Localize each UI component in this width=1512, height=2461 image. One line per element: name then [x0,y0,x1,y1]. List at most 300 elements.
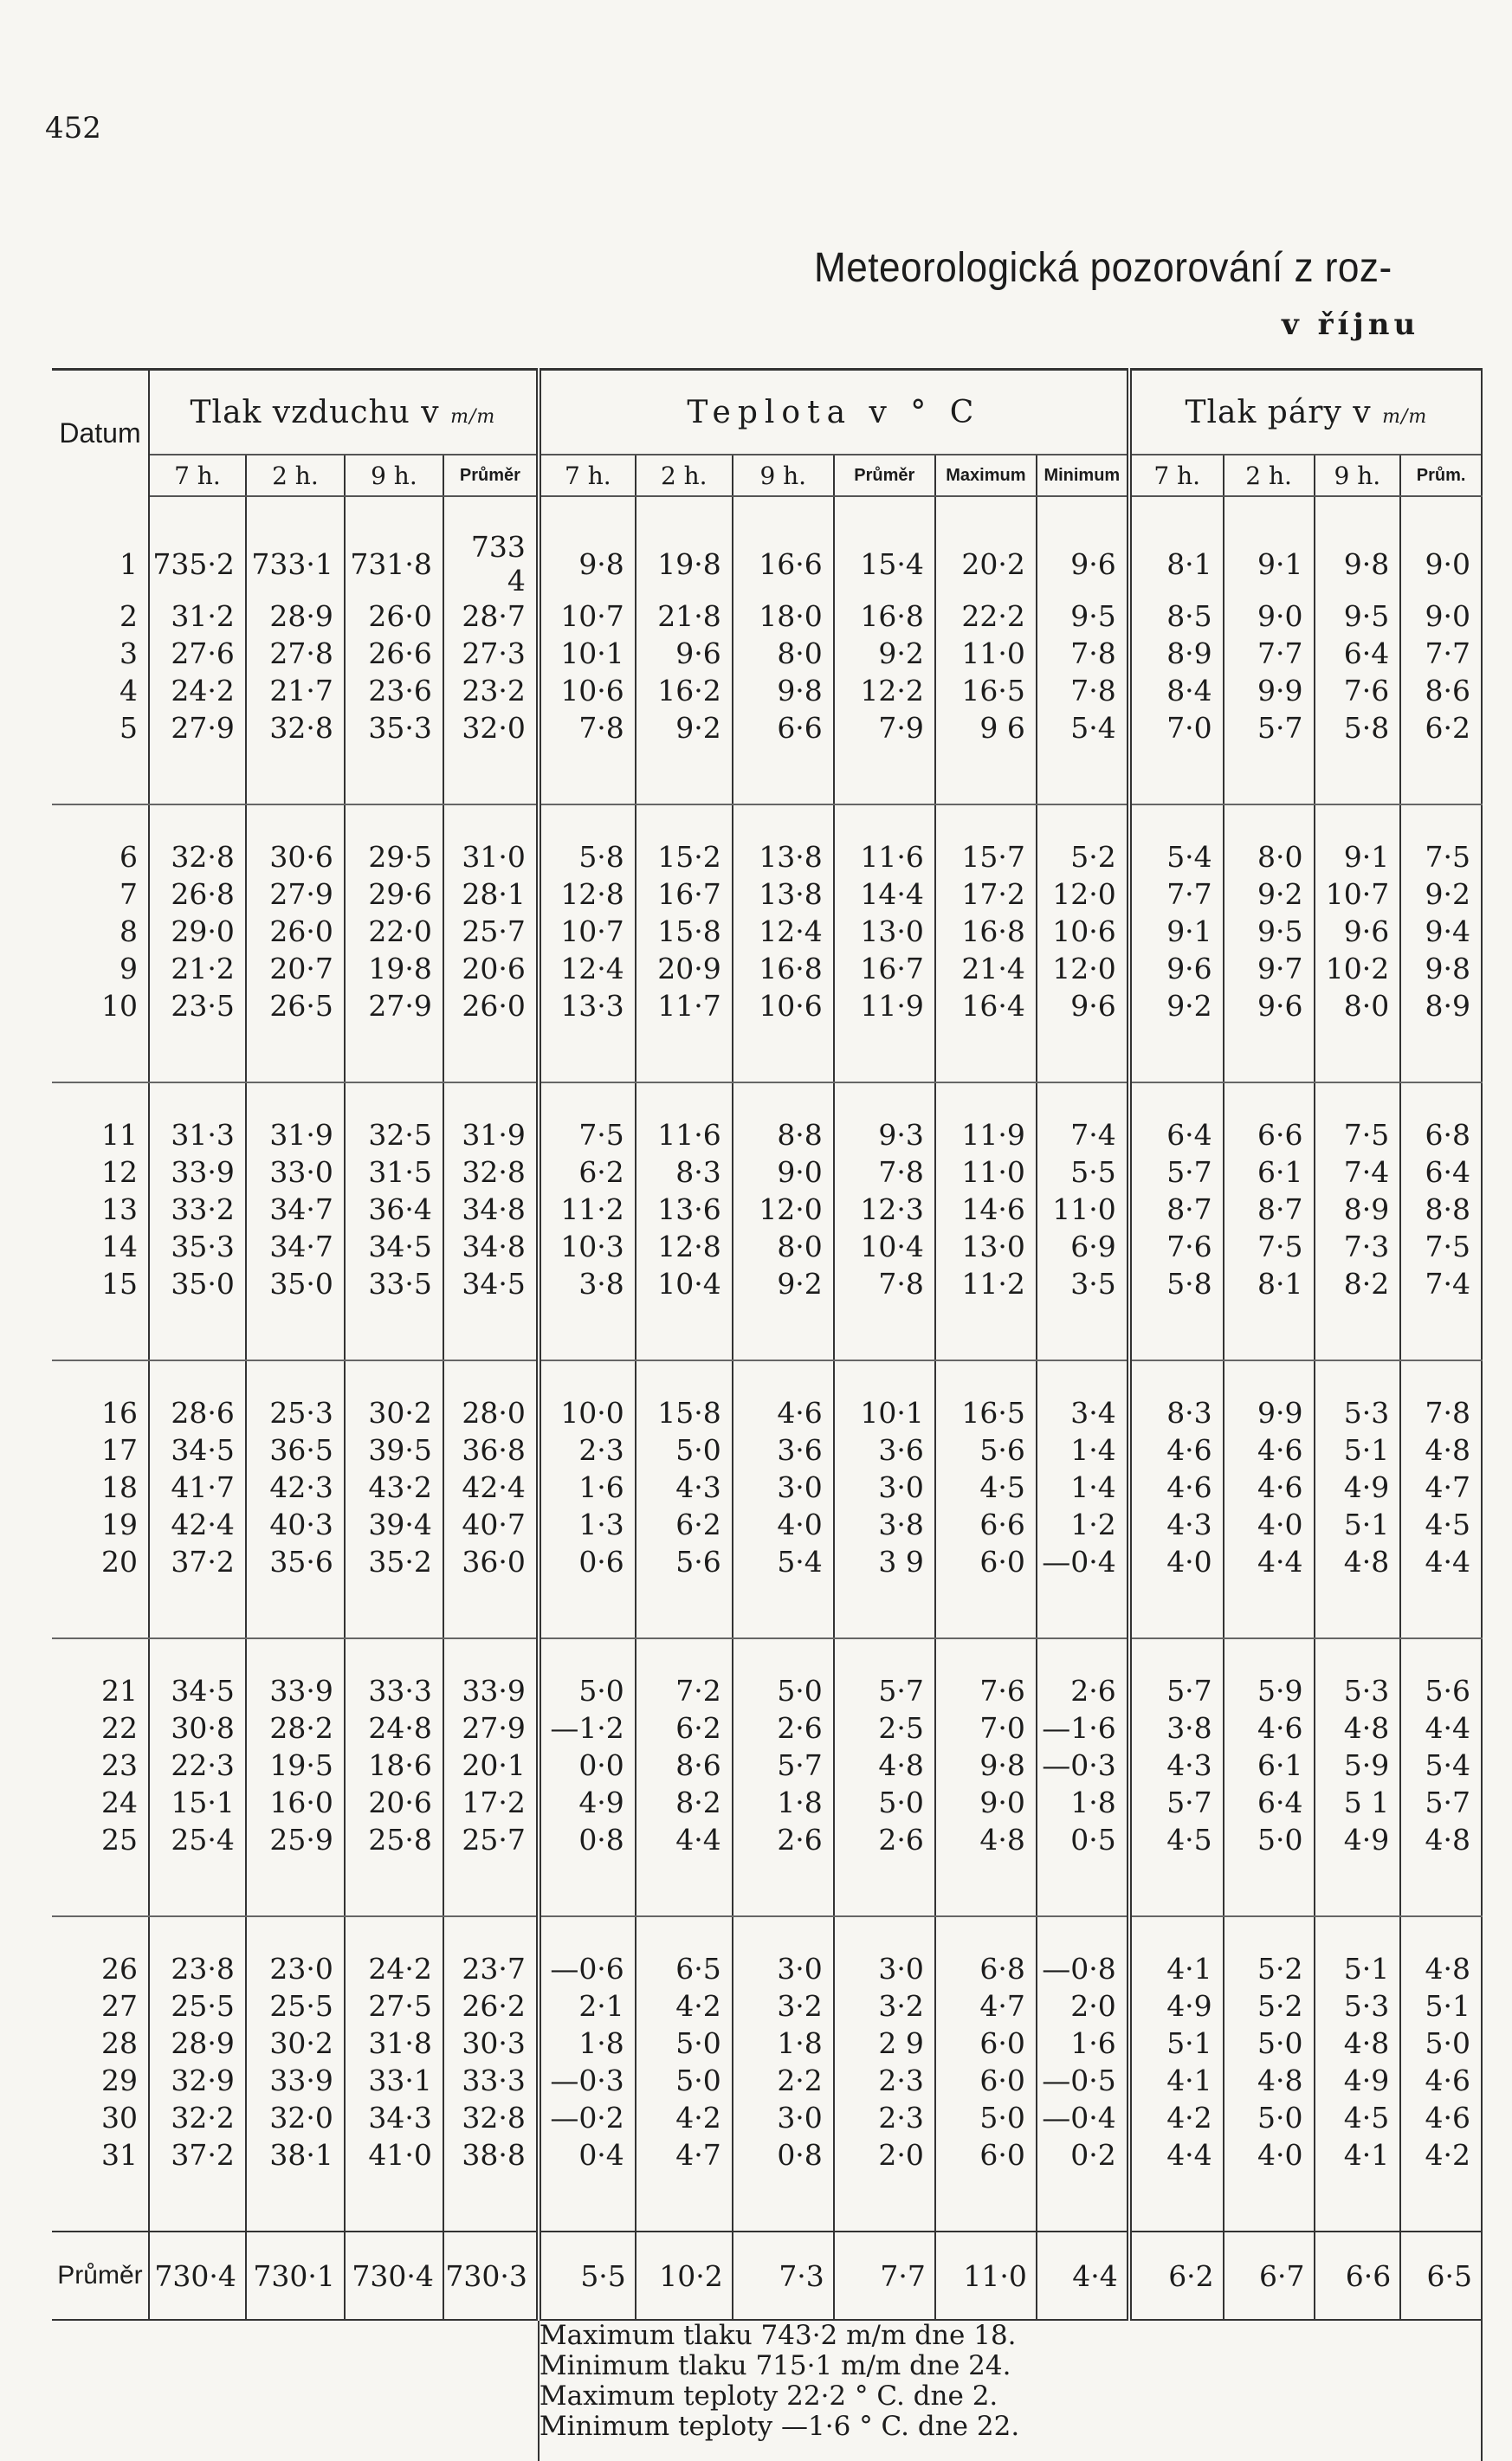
value-cell: 12·0 [733,1191,834,1228]
value-cell: 29·0 [149,913,246,950]
value-cell: 17·2 [443,1784,539,1821]
value-cell: 2·0 [1037,1987,1129,2025]
value-cell: 20·1 [443,1747,539,1784]
spacer-cell [935,1638,1037,1672]
value-cell: 3·6 [733,1431,834,1469]
value-cell: 15·7 [935,838,1037,875]
value-cell: 24·2 [149,672,246,709]
value-cell: 8·8 [733,1116,834,1153]
group-header-row [52,370,1482,455]
average-cell: 4·4 [1037,2232,1129,2320]
spacer-cell [345,2174,443,2232]
value-cell: 9·6 [636,635,733,672]
value-cell: 5·2 [1224,1950,1315,1987]
value-cell: 4·5 [1129,1821,1224,1858]
spacer-cell [636,1858,733,1916]
value-cell: 42·3 [246,1469,345,1506]
value-cell: 8·7 [1129,1191,1224,1228]
spacer-cell [1224,496,1315,530]
spacer-cell [539,2174,636,2232]
value-cell: 4·7 [636,2136,733,2174]
spacer-cell [1129,746,1224,804]
value-cell: 9·8 [1315,530,1401,597]
value-cell: 12·8 [539,875,636,913]
value-cell: 4·4 [636,1821,733,1858]
value-cell: 5·0 [935,2099,1037,2136]
value-cell: 7·5 [1400,1228,1482,1265]
value-cell: 4·8 [935,1821,1037,1858]
value-cell: 12·4 [539,950,636,987]
spacer-cell [443,1024,539,1082]
value-cell: 34·5 [149,1431,246,1469]
value-cell: 7·8 [539,709,636,746]
value-cell: 4·0 [1224,1506,1315,1543]
spacer-cell [834,1638,935,1672]
value-cell: 0·0 [539,1747,636,1784]
value-cell: 4·8 [1315,1543,1401,1580]
day-cell: 2 [52,597,149,635]
value-cell: 16·5 [935,1394,1037,1431]
spacer-row [52,496,1482,530]
spacer-cell [345,804,443,838]
spacer-cell [443,804,539,838]
value-cell: 10·4 [636,1265,733,1302]
value-cell: 3·2 [834,1987,935,2025]
value-cell: 24·2 [345,1950,443,1987]
spacer-cell [1400,1858,1482,1916]
table-row [52,1950,1482,1987]
value-cell: 9·7 [1224,950,1315,987]
value-cell: 34·5 [443,1265,539,1302]
table-row [52,672,1482,709]
value-cell: 26·8 [149,875,246,913]
value-cell: 11·6 [834,838,935,875]
average-row [52,2232,1482,2320]
spacer-cell [733,1360,834,1394]
value-cell: 21·4 [935,950,1037,987]
value-cell: 9·6 [1037,530,1129,597]
value-cell: 6·4 [1315,635,1401,672]
value-cell: 33·0 [246,1153,345,1191]
value-cell: 30·3 [443,2025,539,2062]
col-header: Maximum [935,455,1037,496]
spacer-cell [636,2174,733,2232]
value-cell: 27·9 [246,875,345,913]
value-cell: 4·8 [1224,2062,1315,2099]
value-cell: 9·0 [1224,597,1315,635]
spacer-cell [52,746,149,804]
value-cell: 4·2 [1129,2099,1224,2136]
spacer-cell [935,804,1037,838]
table-row [52,913,1482,950]
spacer-cell [1037,496,1129,530]
value-cell: —1·6 [1037,1709,1129,1747]
spacer-cell [1400,746,1482,804]
spacer-cell [539,1858,636,1916]
value-cell: 2·6 [733,1821,834,1858]
value-cell: 12·0 [1037,875,1129,913]
value-cell: 31·3 [149,1116,246,1153]
spacer-cell [149,496,246,530]
column-header-row [52,455,1482,496]
day-cell: 12 [52,1153,149,1191]
value-cell: 32·0 [443,709,539,746]
value-cell: 23·5 [149,987,246,1024]
value-cell: 5·0 [1400,2025,1482,2062]
spacer-cell [52,1858,149,1916]
value-cell: 8·2 [1315,1265,1401,1302]
spacer-cell [636,746,733,804]
notes-spacer [52,2320,539,2461]
value-cell: 6·4 [1129,1116,1224,1153]
spacer-cell [539,1916,636,1950]
value-cell: 32·0 [246,2099,345,2136]
table-row [52,987,1482,1024]
value-cell: 1·2 [1037,1506,1129,1543]
value-cell: 4·9 [1315,2062,1401,2099]
value-cell: 5·1 [1129,2025,1224,2062]
spacer-cell [636,1638,733,1672]
value-cell: 4·6 [1224,1469,1315,1506]
spacer-cell [1400,496,1482,530]
value-cell: 31·0 [443,838,539,875]
value-cell: 25·3 [246,1394,345,1431]
value-cell: 4·0 [733,1506,834,1543]
spacer-cell [443,496,539,530]
spacer-cell [1129,1360,1224,1394]
value-cell: 7·5 [1400,838,1482,875]
value-cell: 36·0 [443,1543,539,1580]
value-cell: 40·7 [443,1506,539,1543]
value-cell: 8·2 [636,1784,733,1821]
value-cell: 5·0 [834,1784,935,1821]
day-cell: 21 [52,1672,149,1709]
value-cell: 20·9 [636,950,733,987]
value-cell: 5·1 [1315,1431,1401,1469]
value-cell: 9·8 [733,672,834,709]
table-row [52,2062,1482,2099]
value-cell: 6·2 [1400,709,1482,746]
value-cell: 24·8 [345,1709,443,1747]
value-cell: 2·1 [539,1987,636,2025]
spacer-cell [636,1580,733,1638]
spacer-cell [1400,804,1482,838]
note-line: Minimum tlaku 715·1 m/m dne 24. [539,2350,1011,2381]
value-cell: 8·6 [1400,672,1482,709]
value-cell: 0·2 [1037,2136,1129,2174]
spacer-cell [1037,1858,1129,1916]
spacer-cell [345,1858,443,1916]
value-cell: 34·7 [246,1191,345,1228]
value-cell: 30·6 [246,838,345,875]
day-cell: 18 [52,1469,149,1506]
value-cell: 40·3 [246,1506,345,1543]
table-row [52,1431,1482,1469]
value-cell: 25·7 [443,1821,539,1858]
value-cell: —0·4 [1037,2099,1129,2136]
spacer-cell [1315,746,1401,804]
value-cell: 12·0 [1037,950,1129,987]
value-cell: 8·7 [1224,1191,1315,1228]
value-cell: —0·3 [539,2062,636,2099]
spacer-row [52,746,1482,804]
value-cell: 9·2 [834,635,935,672]
spacer-cell [935,2174,1037,2232]
value-cell: 5·9 [1315,1747,1401,1784]
value-cell: 10·6 [539,672,636,709]
spacer-cell [149,1360,246,1394]
value-cell: 1·8 [733,2025,834,2062]
day-cell: 1 [52,530,149,597]
value-cell: 11·0 [935,1153,1037,1191]
spacer-cell [149,804,246,838]
value-cell: 9·5 [1224,913,1315,950]
value-cell: 4·9 [1315,1469,1401,1506]
value-cell: 23·6 [345,672,443,709]
value-cell: 26·5 [246,987,345,1024]
value-cell: 9·5 [1037,597,1129,635]
value-cell: 4·3 [636,1469,733,1506]
page-subtitle: v říjnu [1282,307,1420,342]
day-cell: 16 [52,1394,149,1431]
value-cell: 1·4 [1037,1431,1129,1469]
spacer-cell [834,1858,935,1916]
value-cell: 735·2 [149,530,246,597]
spacer-cell [1037,2174,1129,2232]
spacer-cell [246,1580,345,1638]
table-row [52,1821,1482,1858]
spacer-cell [443,1638,539,1672]
value-cell: 37·2 [149,2136,246,2174]
value-cell: 28·9 [246,597,345,635]
value-cell: 4·1 [1129,2062,1224,2099]
value-cell: 19·5 [246,1747,345,1784]
group-tlak-vzduchu [149,370,539,455]
table-row [52,875,1482,913]
average-cell: 5·5 [539,2232,636,2320]
value-cell: 7·7 [1224,635,1315,672]
value-cell: 4·6 [1129,1431,1224,1469]
spacer-cell [636,1302,733,1360]
value-cell: 35·0 [149,1265,246,1302]
value-cell: 7·0 [935,1709,1037,1747]
value-cell: 41·0 [345,2136,443,2174]
spacer-cell [636,1024,733,1082]
value-cell: 4·6 [1400,2099,1482,2136]
value-cell: 9·0 [935,1784,1037,1821]
spacer-cell [539,1360,636,1394]
value-cell: 5·6 [1400,1672,1482,1709]
day-cell: 5 [52,709,149,746]
value-cell: 16·8 [834,597,935,635]
day-cell: 14 [52,1228,149,1265]
value-cell: 42·4 [149,1506,246,1543]
spacer-cell [52,2174,149,2232]
value-cell: 7·7 [1129,875,1224,913]
value-cell: 4·8 [1315,1709,1401,1747]
value-cell: 16·7 [834,950,935,987]
value-cell: 9·0 [1400,530,1482,597]
value-cell: 32·9 [149,2062,246,2099]
value-cell: 7·8 [834,1265,935,1302]
value-cell: 33·5 [345,1265,443,1302]
spacer-cell [539,1082,636,1116]
spacer-cell [539,1580,636,1638]
value-cell: 5·1 [1315,1950,1401,1987]
value-cell: 10·1 [834,1394,935,1431]
value-cell: 18·6 [345,1747,443,1784]
value-cell: 8·9 [1129,635,1224,672]
value-cell: 10·7 [539,913,636,950]
value-cell: 7·6 [1129,1228,1224,1265]
value-cell: 9·6 [1037,987,1129,1024]
value-cell: 2·2 [733,2062,834,2099]
table-row [52,1153,1482,1191]
value-cell: 10·6 [1037,913,1129,950]
spacer-cell [149,1858,246,1916]
value-cell: 33·3 [345,1672,443,1709]
value-cell: 23·0 [246,1950,345,1987]
day-cell: 10 [52,987,149,1024]
value-cell: 7·5 [539,1116,636,1153]
value-cell: 7·9 [834,709,935,746]
value-cell: 34·5 [345,1228,443,1265]
value-cell: 5·5 [1037,1153,1129,1191]
value-cell: 10·7 [1315,875,1401,913]
day-cell: 13 [52,1191,149,1228]
value-cell: 6·1 [1224,1747,1315,1784]
value-cell: 10·4 [834,1228,935,1265]
col-header: Průměr [443,455,539,496]
value-cell: 6·2 [636,1709,733,1747]
value-cell: 10·2 [1315,950,1401,987]
spacer-cell [539,804,636,838]
spacer-cell [935,1360,1037,1394]
value-cell: 17·2 [935,875,1037,913]
value-cell: 32·2 [149,2099,246,2136]
table-row [52,2099,1482,2136]
value-cell: 5 1 [1315,1784,1401,1821]
value-cell: 25·9 [246,1821,345,1858]
table-row [52,1228,1482,1265]
col-header: 2 h. [1224,455,1315,496]
value-cell: 36·8 [443,1431,539,1469]
spacer-cell [1129,1082,1224,1116]
value-cell: 5·6 [636,1543,733,1580]
value-cell: 32·8 [246,709,345,746]
value-cell: 5·0 [636,2062,733,2099]
spacer-cell [935,1302,1037,1360]
value-cell: 15·4 [834,530,935,597]
value-cell: 4·5 [935,1469,1037,1506]
day-cell: 9 [52,950,149,987]
value-cell: 23·2 [443,672,539,709]
spacer-cell [636,1082,733,1116]
value-cell: 2·3 [539,1431,636,1469]
value-cell: 9·9 [1224,1394,1315,1431]
value-cell: 4·4 [1224,1543,1315,1580]
value-cell: 36·4 [345,1191,443,1228]
value-cell: 7·8 [1400,1394,1482,1431]
average-cell: 6·7 [1224,2232,1315,2320]
spacer-cell [1400,1638,1482,1672]
value-cell: 3·0 [733,1469,834,1506]
value-cell: 4·8 [1315,2025,1401,2062]
day-cell: 4 [52,672,149,709]
value-cell: 30·2 [345,1394,443,1431]
value-cell: 2·3 [834,2062,935,2099]
day-cell: 25 [52,1821,149,1858]
value-cell: 4·8 [1400,1950,1482,1987]
value-cell: 8·1 [1129,530,1224,597]
day-cell: 3 [52,635,149,672]
average-cell: 730·1 [246,2232,345,2320]
spacer-cell [733,1638,834,1672]
spacer-cell [246,1024,345,1082]
value-cell: 9·1 [1224,530,1315,597]
day-cell: 31 [52,2136,149,2174]
value-cell: 6·9 [1037,1228,1129,1265]
value-cell: 5·0 [1224,2025,1315,2062]
spacer-cell [246,2174,345,2232]
average-cell: 11·0 [935,2232,1037,2320]
value-cell: 16·8 [733,950,834,987]
spacer-cell [733,804,834,838]
spacer-cell [149,1024,246,1082]
value-cell: 5·8 [1315,709,1401,746]
value-cell: —0·3 [1037,1747,1129,1784]
spacer-cell [733,1082,834,1116]
value-cell: 9·2 [636,709,733,746]
spacer-cell [539,1024,636,1082]
value-cell: 5·7 [1129,1153,1224,1191]
value-cell: 6·0 [935,2136,1037,2174]
spacer-cell [443,1082,539,1116]
value-cell: 15·2 [636,838,733,875]
value-cell: 29·5 [345,838,443,875]
spacer-cell [1315,1024,1401,1082]
value-cell: 8·1 [1224,1265,1315,1302]
value-cell: 4·9 [1129,1987,1224,2025]
spacer-cell [1129,2174,1224,2232]
value-cell: 5·1 [1400,1987,1482,2025]
value-cell: 13·0 [834,913,935,950]
value-cell: 33·1 [345,2062,443,2099]
spacer-cell [1129,1580,1224,1638]
spacer-cell [733,496,834,530]
average-cell: 7·3 [733,2232,834,2320]
value-cell: 733 4 [443,530,539,597]
value-cell: 30·8 [149,1709,246,1747]
spacer-cell [345,1360,443,1394]
value-cell: 4·6 [1224,1709,1315,1747]
spacer-cell [1129,804,1224,838]
value-cell: 9·6 [1315,913,1401,950]
value-cell: 8·3 [1129,1394,1224,1431]
value-cell: 2·5 [834,1709,935,1747]
value-cell: 30·2 [246,2025,345,2062]
value-cell: 23·8 [149,1950,246,1987]
table-row [52,1116,1482,1153]
value-cell: 12·8 [636,1228,733,1265]
value-cell: 22·0 [345,913,443,950]
table-row [52,1265,1482,1302]
spacer-cell [246,1360,345,1394]
spacer-cell [1129,1916,1224,1950]
col-header: 9 h. [345,455,443,496]
day-cell: 20 [52,1543,149,1580]
value-cell: 3·0 [733,1950,834,1987]
